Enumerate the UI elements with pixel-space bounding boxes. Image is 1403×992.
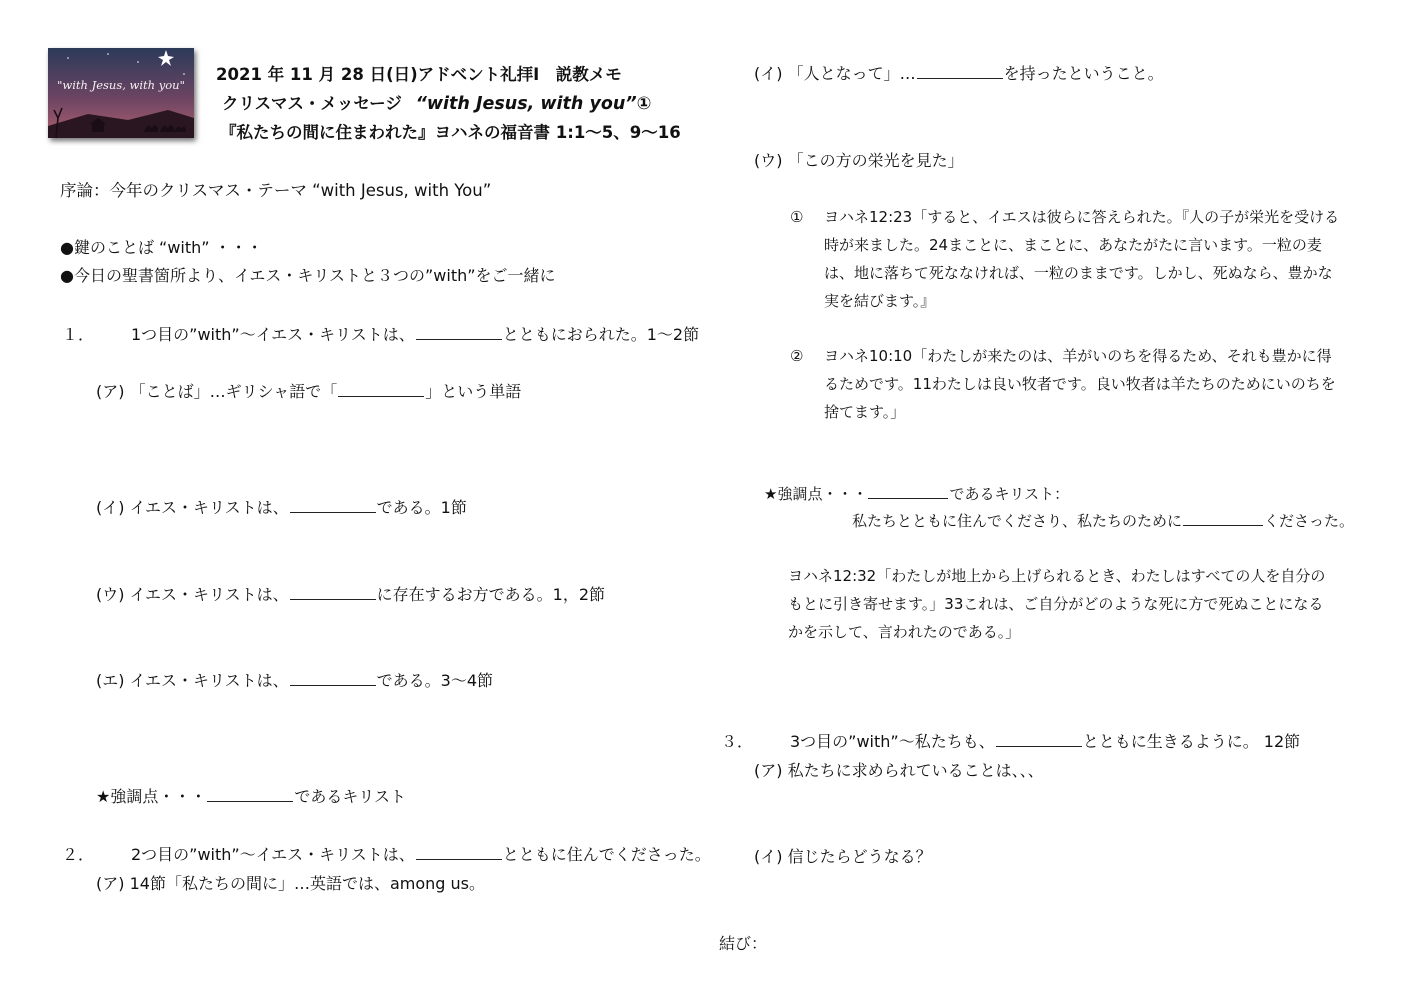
section-2-number: ２． [62,845,95,864]
item-label: (エ) [96,671,125,690]
item-text-post: を持ったということ。 [1003,64,1164,83]
bullet-key-word: ●鍵のことば “with” ・・・ [60,238,263,257]
intro-line: 序論：今年のクリスマス・テーマ “with Jesus, with You” [60,181,492,200]
item-text-post: 」という単語 [425,382,522,401]
sermon-logo-image [48,48,194,138]
fill-blank [207,800,293,802]
emphasis-text-pre: 私たちとともに住んでくださり、私たちのために [852,512,1183,530]
item-text-pre: イエス・キリストは、 [129,671,289,690]
fill-blank [917,77,1003,79]
conclusion-heading: 結び： [719,934,768,953]
theme-title: “with Jesus, with you”① [415,94,652,114]
item-text: 14節「私たちの間に」…英語では、among us。 [129,874,485,893]
item-text-pre: 「ことば」…ギリシャ語で「 [129,382,338,401]
item-label: (ウ) [96,585,125,604]
emphasis-point-1 [96,787,406,808]
quote-2-number: ② [790,347,804,365]
item-label: (イ) [754,847,783,866]
fill-blank [1183,524,1263,526]
fill-blank [868,497,948,499]
fill-blank [416,338,502,340]
item-2u [754,151,964,172]
item-text-post: である。1節 [376,498,467,517]
item-label: (イ) [754,64,783,83]
item-2a [96,874,485,895]
quote-3-text: ヨハネ12:32「わたしが地上から上げられるとき、わたしはすべての人を自分のもとに引き寄せます。」33これは、ご自分がどのような死に方で死ぬことになるかを示して、言われたのである。」 [788,567,1326,641]
section-2-heading [131,845,711,866]
bullet-three-withs: ●今日の聖書箇所より、イエス・キリストと３つの”with”をご一緒に [60,266,556,285]
quote-2-text: ヨハネ10:10「わたしが来たのは、羊がいのちを得るため、それも豊かに得るためです。11わたしは良い牧者です。良い牧者は羊たちのためにいのちを捨てます。」 [824,347,1336,421]
section-2-text-b: とともに住んでくださった。 [502,845,711,864]
fill-blank [290,511,376,513]
item-1u [96,585,605,606]
item-3i [754,847,932,868]
item-label: (イ) [96,498,125,517]
item-label: (ア) [96,874,125,893]
subtitle-line [222,93,651,116]
emphasis-text: であるキリスト： [949,485,1070,503]
item-text: 信じたらどうなる？ [787,847,932,866]
item-text-pre: 「人となって」… [787,64,916,83]
emphasis-point-2 [764,485,1069,505]
section-3-text-a: 3つ目の”with”～私たちも、 [790,732,995,751]
emphasis-point-2-detail [852,512,1354,532]
section-1-number: １． [62,325,95,344]
item-text-post: である。3～4節 [376,671,494,690]
emphasis-text: であるキリスト [294,787,407,806]
scripture-title: 『私たちの間に住まわれた』ヨハネの福音書 1:1～5、9～16 [220,123,681,142]
subtitle-prefix: クリスマス・メッセージ [222,94,402,113]
section-3-heading [790,732,1300,753]
item-1e [96,671,493,692]
item-label: (ア) [754,761,783,780]
fill-blank [290,598,376,600]
page-title: 2021 年 11 月 28 日(日)アドベント礼拝Ⅰ 説教メモ [216,65,622,84]
section-1-heading [131,325,699,346]
section-1-text-b: とともにおられた。1～2節 [502,325,700,344]
quote-1-number: ① [790,208,804,226]
item-text-post: に存在するお方である。1，2節 [376,585,606,604]
night-scene-illustration [48,48,194,138]
section-2-text-a: 2つ目の”with”～イエス・キリストは、 [131,845,415,864]
item-text-pre: イエス・キリストは、 [129,585,289,604]
section-3-text-b: とともに生きるように。 12節 [1082,732,1301,751]
item-2i [754,64,1164,85]
item-label: (ウ) [754,151,783,170]
fill-blank [996,745,1082,747]
quote-1-text: ヨハネ12:23「すると、イエスは彼らに答えられた。『人の子が栄光を受ける時が来ました。24まことに、まことに、あなたがたに言います。一粒の麦は、地に落ちて死ななければ、一粒のままです。しかし、死ぬなら、豊かな実を結びます。』 [824,208,1340,310]
fill-blank [290,684,376,686]
section-1-text-a: 1つ目の”with”～イエス・キリストは、 [131,325,415,344]
item-1i [96,498,467,519]
item-3a [754,761,1044,782]
fill-blank [416,858,502,860]
item-1a [96,382,521,403]
emphasis-label: ★強調点・・・ [764,485,868,503]
fill-blank [338,395,424,397]
emphasis-label: ★強調点・・・ [96,787,207,806]
logo-caption: "with Jesus, with you" [57,78,185,92]
item-text: 私たちに求められていることは、、、 [787,761,1044,780]
section-3-number: ３． [721,732,754,751]
item-text: 「この方の栄光を見た」 [787,151,964,170]
item-label: (ア) [96,382,125,401]
emphasis-text-post: くださった。 [1264,512,1355,530]
item-text-pre: イエス・キリストは、 [129,498,289,517]
